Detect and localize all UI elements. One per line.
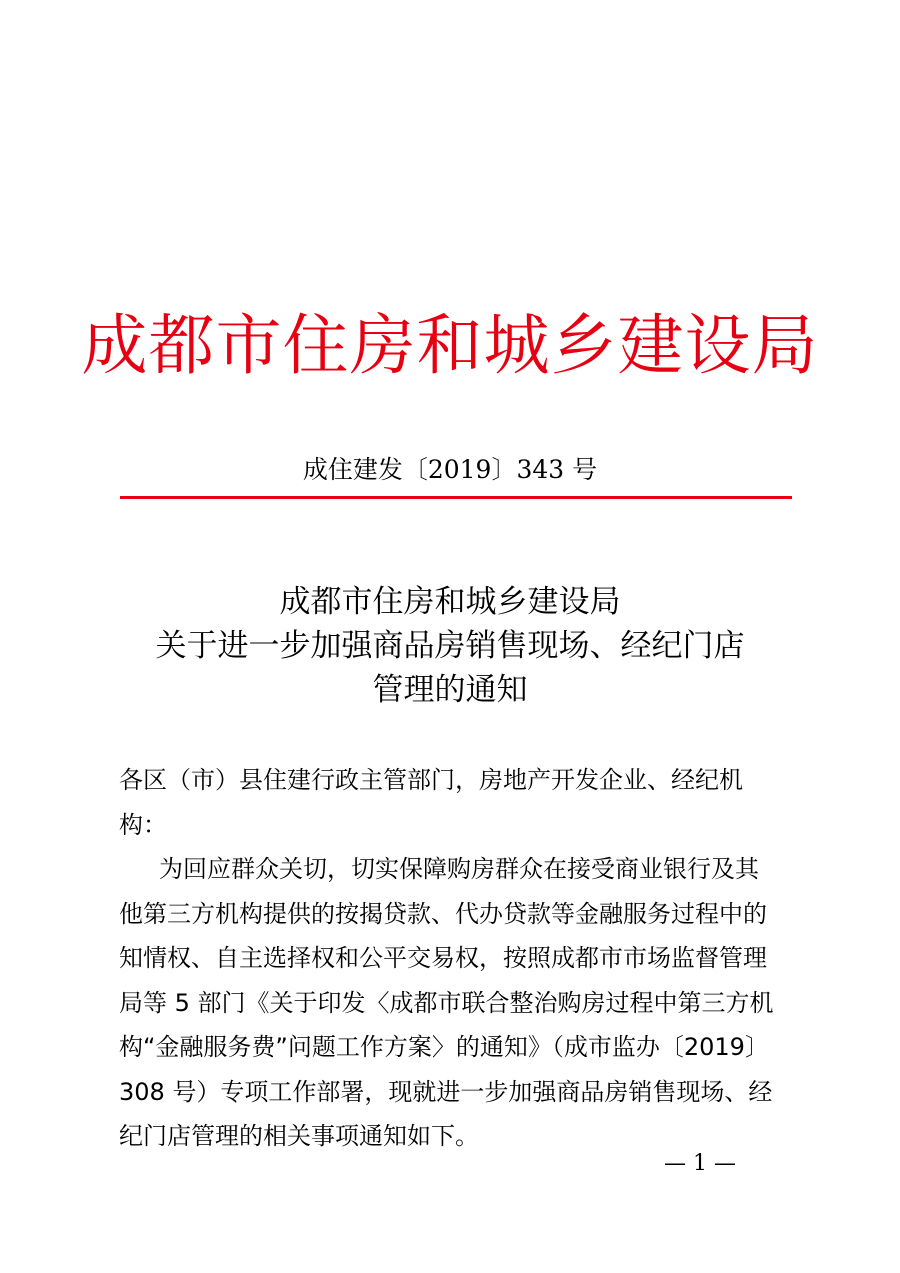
title-line-1: 成都市住房和城乡建设局: [279, 584, 621, 620]
title-line-2: 关于进一步加强商品房销售现场、经纪门店: [155, 628, 745, 664]
salutation-line: 各区（市）县住建行政主管部门，房地产开发企业、经纪机: [119, 766, 743, 794]
paragraph-line: 局等 5 部门《关于印发〈成都市联合整治购房过程中第三方机: [119, 988, 774, 1017]
paragraph-line: 知情权、自主选择权和公平交易权，按照成都市市场监督管理: [119, 944, 767, 972]
paragraph-line: 纪门店管理的相关事项通知如下。: [119, 1122, 479, 1150]
paragraph-line: 构“金融服务费”问题工作方案〉的通知》（成市监办〔2019〕: [119, 1033, 769, 1061]
paragraph-line: 为回应群众关切，切实保障购房群众在接受商业银行及其: [159, 855, 759, 883]
page-number: — 1 —: [664, 1151, 736, 1176]
title-line-3: 管理的通知: [372, 672, 528, 708]
salutation-line: 构：: [119, 810, 167, 839]
agency-header: 成都市住房和城乡建设局: [81, 307, 819, 384]
paragraph-line: 308 号）专项工作部署，现就进一步加强商品房销售现场、经: [119, 1077, 773, 1106]
header-divider: [120, 496, 792, 499]
document-title: [0, 580, 900, 712]
document-number: 成住建发〔2019〕343 号: [302, 455, 598, 484]
paragraph-line: 他第三方机构提供的按揭贷款、代办贷款等金融服务过程中的: [119, 899, 767, 928]
document-body: [119, 758, 784, 1159]
